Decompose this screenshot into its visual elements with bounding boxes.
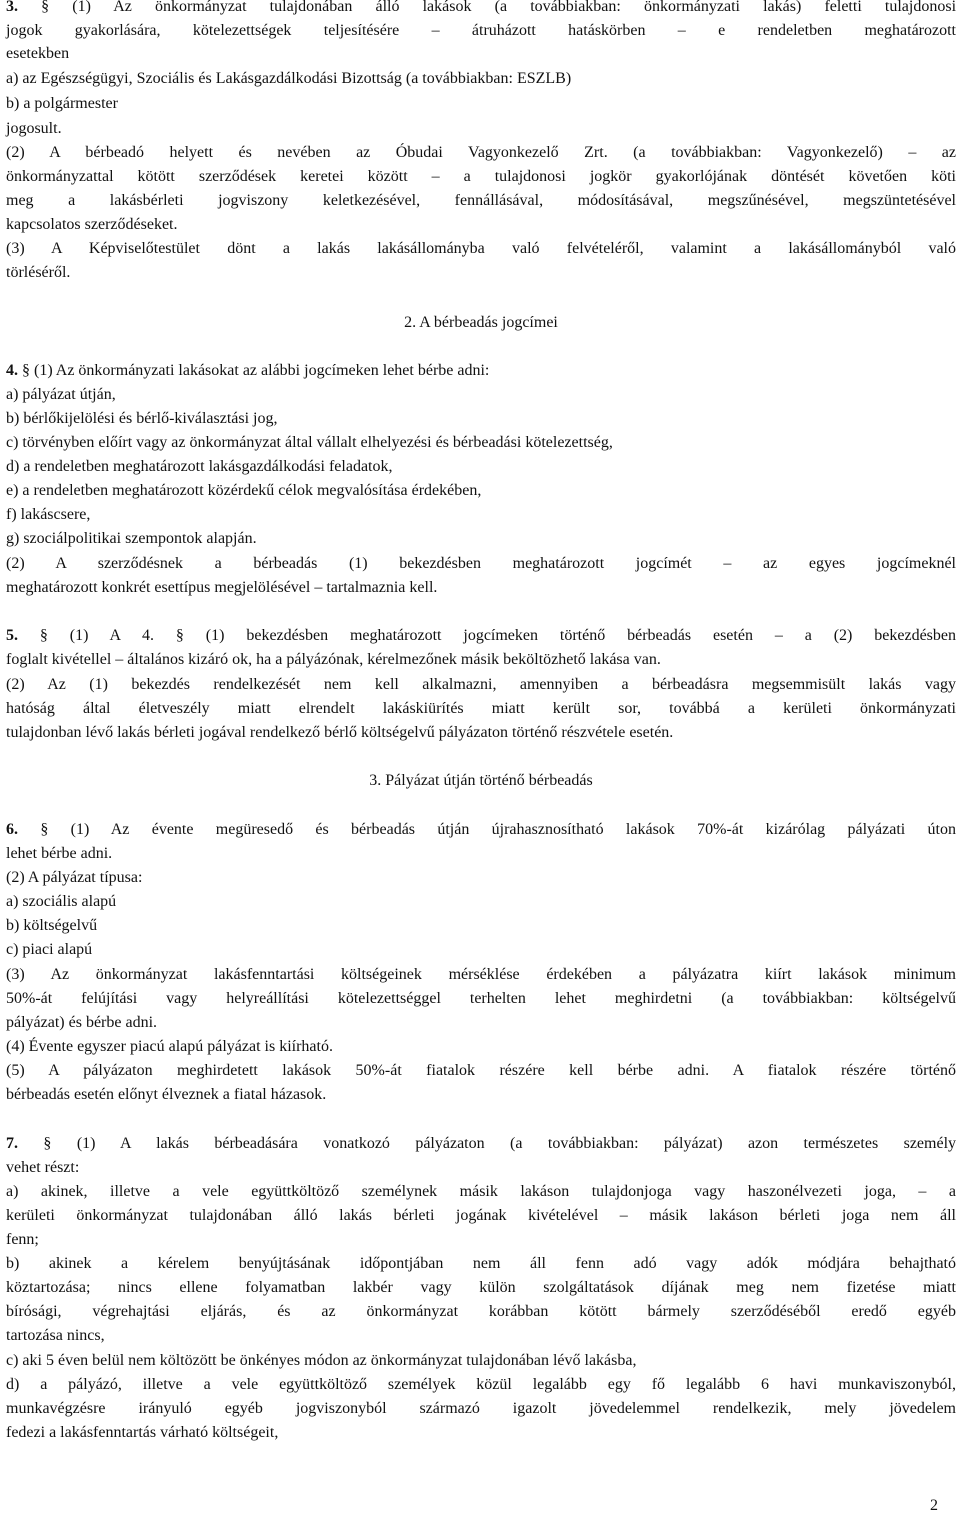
section-number: 5.	[6, 627, 18, 644]
section-5-line-1: 5. § (1) A 4. § (1) bekezdésben meghatározott jogcímeken történő bérbeadás esetén – a (2) bekezdésben	[6, 627, 956, 644]
heading-2: 2. A bérbeadás jogcímei	[404, 314, 558, 331]
section-3-para-2-line-4: kapcsolatos szerződéseket.	[6, 216, 178, 233]
heading-3: 3. Pályázat útján történő bérbeadás	[369, 772, 593, 789]
section-3-line-6: jogosult.	[6, 120, 62, 137]
section-4-item-b: b) bérlőkijelölési és bérlő-kiválasztási jog,	[6, 410, 278, 427]
section-5-para-2-line-2: hatóság által életveszély miatt elrendelt lakáskiürítés miatt került sor, továbbá a kerületi önkormányzati	[6, 700, 956, 717]
section-7-item-b-line-4: tartozása nincs,	[6, 1327, 105, 1344]
section-7-item-b-line-1: b) akinek a kérelem benyújtásának időpontjában nem áll fenn adó vagy adók módjára behajtható	[6, 1255, 956, 1272]
section-7-item-c: c) aki 5 éven belül nem költözött be önkényes módon az önkormányzat tulajdonában lévő lakásba,	[6, 1352, 637, 1369]
section-7-line-1: 7. § (1) A lakás bérbeadására vonatkozó pályázaton (a továbbiakban: pályázat) azon természetes személy	[6, 1135, 957, 1152]
section-7-item-a-line-2: kerületi önkormányzat tulajdonában álló lakás bérleti jogának kivételével – másik lakáson bérleti joga nem áll	[6, 1207, 956, 1224]
section-7-line-2: vehet részt:	[6, 1159, 80, 1176]
section-3-item-a: a) az Egészségügyi, Szociális és Lakásgazdálkodási Bizottság (a továbbiakban: ESZLB)	[6, 70, 572, 87]
section-3-para-3-line-2: törléséről.	[6, 264, 71, 281]
section-5-para-2-line-3: tulajdonban lévő lakás bérleti jogával rendelkező bérlő költségelvű pályázaton történő részvétele esetén.	[6, 724, 674, 741]
section-number: 7.	[6, 1135, 18, 1152]
section-number: 3.	[6, 0, 18, 15]
section-7-item-d-line-3: fedezi a lakásfenntartás várható költségeit,	[6, 1424, 279, 1441]
section-4-item-g: g) szociálpolitikai szempontok alapján.	[6, 530, 257, 547]
section-4-para-2-line-2: meghatározott konkrét esettípus megjelölésével – tartalmaznia kell.	[6, 579, 438, 596]
section-3-line-3: esetekben	[6, 45, 70, 62]
section-3-para-2-line-1: (2) A bérbeadó helyett és nevében az Óbudai Vagyonkezelő Zrt. (a továbbiakban: Vagyonkezelő) – az	[6, 144, 956, 161]
page-number: 2	[930, 1497, 938, 1514]
section-5-para-2-line-1: (2) Az (1) bekezdés rendelkezését nem kell alkalmazni, amennyiben a bérbeadásra megsemmisült lakás vagy	[6, 676, 956, 693]
section-6-item-c: c) piaci alapú	[6, 941, 93, 958]
section-3-line-1: 3. § (1) Az önkormányzat tulajdonában álló lakások (a továbbiakban: önkormányzati lakás) feletti tulajdonosi	[6, 0, 957, 15]
section-4-item-e: e) a rendeletben meghatározott közérdekű célok megvalósítása érdekében,	[6, 482, 482, 499]
section-3-para-2-line-2: önkormányzattal kötött szerződések keretei között – a tulajdonosi jogkör gyakorlójának döntését követően köti	[6, 168, 956, 185]
section-7-item-d-line-2: munkavégzésre irányuló egyéb jogviszonyból származó igazolt jövedelemmel rendelkezik, mely jövedelem	[6, 1400, 956, 1417]
section-7-item-a-line-1: a) akinek, illetve a vele együttköltöző személynek másik lakáson tulajdonjoga vagy haszonélvezeti joga, – a	[6, 1183, 956, 1200]
section-6-para-3-line-2: 50%-át felújítási vagy helyreállítási kötelezettséggel terhelten lehet meghirdetni (a továbbiakban: költségelvű	[6, 990, 956, 1007]
section-4-para-2-line-1: (2) A szerződésnek a bérbeadás (1) bekezdésben meghatározott jogcímét – az egyes jogcímeknél	[6, 555, 956, 572]
section-3-item-b: b) a polgármester	[6, 95, 118, 112]
section-4-item-a: a) pályázat útján,	[6, 386, 116, 403]
section-3-line-2: jogok gyakorlására, kötelezettségek teljesítésére – átruházott hatáskörben – e rendeletben meghatározott	[6, 22, 956, 39]
section-number: 6.	[6, 821, 18, 838]
section-7-item-d-line-1: d) a pályázó, illetve a vele együttköltöző személyek közül legalább egy fő legalább 6 havi munkaviszonyból,	[6, 1376, 956, 1393]
section-6-para-3-line-3: pályázat) és bérbe adni.	[6, 1014, 158, 1031]
section-7-item-b-line-2: köztartozása; nincs ellene folyamatban lakbér vagy külön szolgáltatások díjának meg nem fizetése miatt	[6, 1279, 956, 1296]
section-6-para-2: (2) A pályázat típusa:	[6, 869, 143, 886]
section-5-line-2: foglalt kivétellel – általános kizáró ok, ha a pályázónak, kérelmezőnek másik beköltözhető lakása van.	[6, 651, 661, 668]
section-6-para-5-line-2: bérbeadás esetén előnyt élveznek a fiatal házasok.	[6, 1086, 327, 1103]
section-6-line-1: 6. § (1) Az évente megüresedő és bérbeadás útján újrahasznosítható lakások 70%-át kizárólag pályázati úton	[6, 821, 957, 838]
section-4-line-1: 4. § (1) Az önkormányzati lakásokat az alábbi jogcímeken lehet bérbe adni:	[6, 362, 490, 379]
section-6-para-3-line-1: (3) Az önkormányzat lakásfenntartási költségeinek mérséklése érdekében a pályázatra kiírt lakások minimum	[6, 966, 956, 983]
section-7-item-a-line-3: fenn;	[6, 1231, 39, 1248]
section-3-para-3-line-1: (3) A Képviselőtestület dönt a lakás lakásállományba való felvételéről, valamint a lakásállományból való	[6, 240, 956, 257]
section-3-para-2-line-3: meg a lakásbérleti jogviszony keletkezésével, fennállásával, módosításával, megszűnésével, megszüntetésével	[6, 192, 956, 209]
section-7-item-b-line-3: bírósági, végrehajtási eljárás, és az önkormányzat korábban kötött bármely szerződéséből eredő egyéb	[6, 1303, 956, 1320]
section-4-item-f: f) lakáscsere,	[6, 506, 91, 523]
section-6-item-a: a) szociális alapú	[6, 893, 117, 910]
section-6-para-4: (4) Évente egyszer piacú alapú pályázat is kiírható.	[6, 1038, 333, 1055]
section-6-item-b: b) költségelvű	[6, 917, 98, 934]
section-4-item-c: c) törvényben előírt vagy az önkormányzat által vállalt elhelyezési és bérbeadási kötelezettség,	[6, 434, 613, 451]
section-number: 4.	[6, 362, 18, 379]
section-6-line-2: lehet bérbe adni.	[6, 845, 113, 862]
section-4-item-d: d) a rendeletben meghatározott lakásgazdálkodási feladatok,	[6, 458, 393, 475]
section-6-para-5-line-1: (5) A pályázaton meghirdetett lakások 50%-át fiatalok részére kell bérbe adni. A fiatalok részére történő	[6, 1062, 956, 1079]
